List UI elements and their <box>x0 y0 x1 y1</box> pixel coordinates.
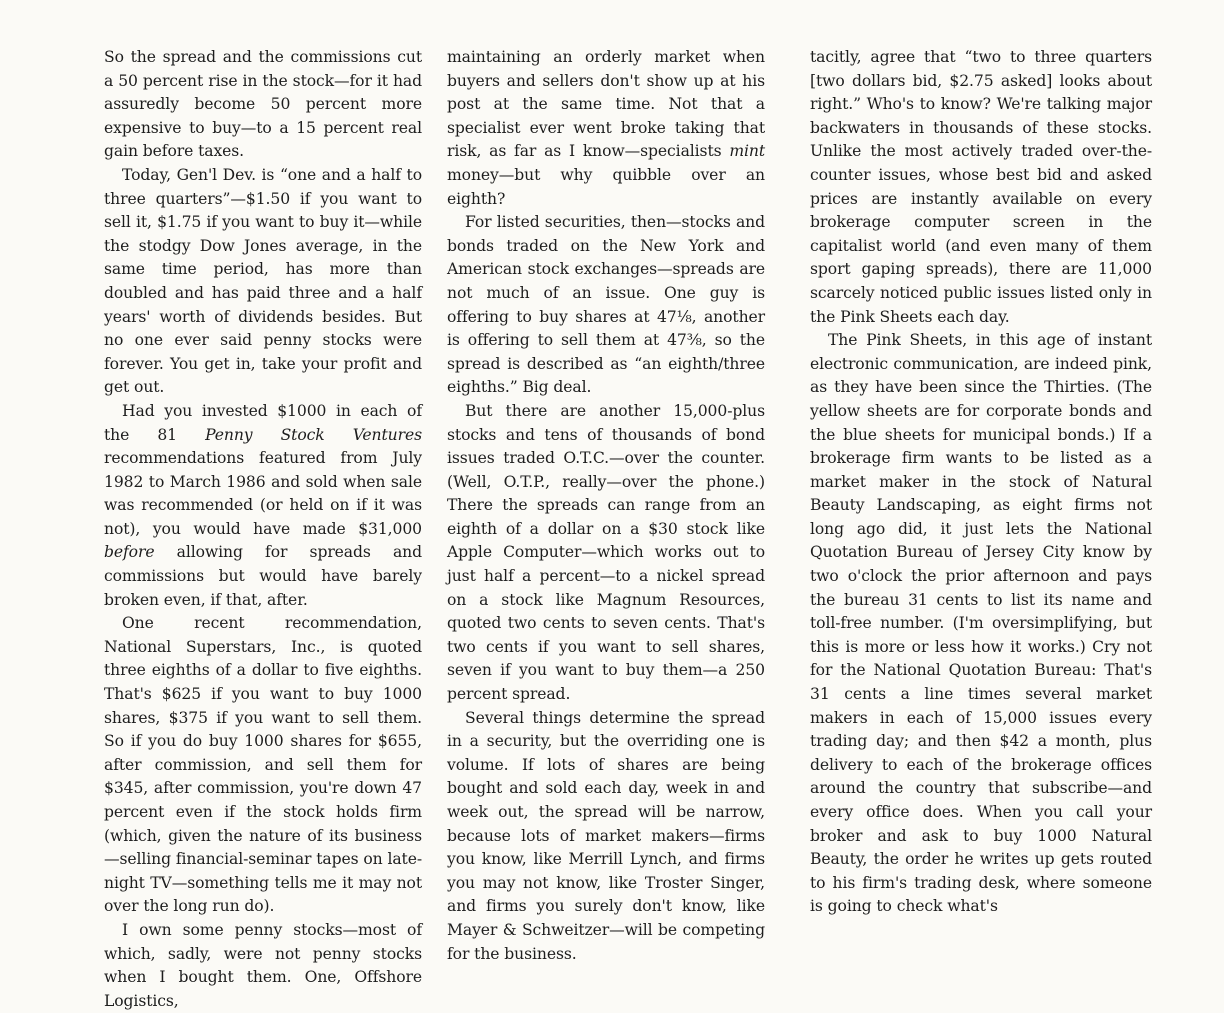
text-run: Had you invested $1000 in each of the 81 <box>104 401 422 444</box>
paragraph <box>104 919 422 1013</box>
paragraph <box>447 400 765 707</box>
text-column-2 <box>447 46 765 966</box>
emphasized-text: mint <box>729 142 765 161</box>
text-run: One recent recommendation, National Superstars, Inc., is quoted three eighths of a dollar to five eighths. That's $625 if you want to buy 1000 shares, $375 if you want to sell them. So if you do buy 1000 shares for $655, after commission, and sell them for $345, after commission, you're down 47 percent even if the stock holds firm (which, given the nature of its business—selling financial-seminar tapes on late-night TV—something tells me it may not over the long run do). <box>104 614 423 916</box>
paragraph <box>810 46 1152 329</box>
text-run: recommendations featured from July 1982 to March 1986 and sold when sale was recommended (or held on if it was not), you would have made $31,000 <box>104 449 422 538</box>
emphasized-text: Penny Stock Ventures <box>205 425 422 444</box>
text-run: I own some penny stocks—most of which, sadly, were not penny stocks when I bought them. One, Offshore Logistics, <box>104 920 422 1010</box>
text-run: But there are another 15,000-plus stocks and tens of thousands of bond issues traded O.T.C.—over the counter. (Well, O.T.P., really—over the phone.) There the spreads can range from an eighth of a dollar on a $30 stock like Apple Computer—which works out to just half a percent—to a nickel spread on a stock like Magnum Resources, quoted two cents to seven cents. That's two cents if you want to sell shares, seven if you want to buy them—a 250 percent spread. <box>447 401 765 704</box>
paragraph <box>810 329 1152 919</box>
emphasized-text: before <box>104 543 155 562</box>
text-run: Today, Gen'l Dev. is “one and a half to three quarters”—$1.50 if you want to sell it, $1.75 if you want to buy it—while the stodgy Dow Jones average, in the same time period, has more than doubled and has paid three and a half years' worth of dividends besides. But no one ever said penny stocks were forever. You get in, take your profit and get out. <box>104 165 422 397</box>
text-column-3 <box>810 46 1152 919</box>
text-run: Several things determine the spread in a security, but the overriding one is volume. If lots of shares are being bought and sold each day, week in and week out, the spread will be narrow, because lots of market makers—firms you know, like Merrill Lynch, and firms you may not know, like Troster Singer, and firms you surely don't know, like Mayer & Schweitzer—will be competing for the business. <box>447 708 765 963</box>
paragraph <box>104 612 422 919</box>
text-run: The Pink Sheets, in this age of instant electronic communication, are indeed pink, as they have been since the Thirties. (The yellow sheets are for corporate bonds and the blue sheets for municipal bonds.) If a brokerage firm wants to be listed as a market maker in the stock of Natural Beauty Landscaping, as eight firms not long ago did, it just lets the National Quotation Bureau of Jersey City know by two o'clock the prior afternoon and pays the bureau 31 cents to list its name and toll-free number. (I'm oversimplifying, but this is more or less how it works.) Cry not for the National Quotation Bureau: That's 31 cents a line times several market makers in each of 15,000 issues every trading day; and then $42 a month, plus delivery to each of the brokerage offices around the country that subscribe—and every office does. When you call your broker and ask to buy 1000 Natural Beauty, the order he writes up gets routed to his firm's trading desk, where someone is going to check what's <box>810 331 1152 916</box>
paragraph <box>447 707 765 967</box>
text-run: tacitly, agree that “two to three quarters [two dollars bid, $2.75 asked] looks about right.” Who's to know? We're talking major backwaters in thousands of these stocks. Unlike the most actively traded over-the-counter issues, whose best bid and asked prices are instantly available on every brokerage computer screen in the capitalist world (and even many of them sport gaping spreads), there are 11,000 scarcely noticed public issues listed only in the Pink Sheets each day. <box>810 48 1152 326</box>
text-run: For listed securities, then—stocks and bonds traded on the New York and American stock exchanges—spreads are not much of an issue. One guy is offering to buy shares at 47⅛, another is offering to sell them at 47⅜, so the spread is described as “an eighth/three eighths.” Big deal. <box>447 213 765 397</box>
paragraph <box>104 164 422 400</box>
paragraph <box>104 46 422 164</box>
paragraph <box>447 46 765 211</box>
text-run: allowing for spreads and commissions but would have barely broken even, if that, after. <box>104 543 422 609</box>
text-run: money—but why quibble over an eighth? <box>447 165 765 208</box>
text-run: maintaining an orderly market when buyers and sellers don't show up at his post at the same time. Not that a specialist ever went broke taking that risk, as far as I know—specialists <box>447 48 765 161</box>
text-run: So the spread and the commissions cut a 50 percent rise in the stock—for it had assuredly become 50 percent more expensive to buy—to a 15 percent real gain before taxes. <box>104 48 422 161</box>
text-column-1 <box>104 46 422 1013</box>
paragraph <box>104 400 422 612</box>
paragraph <box>447 211 765 400</box>
